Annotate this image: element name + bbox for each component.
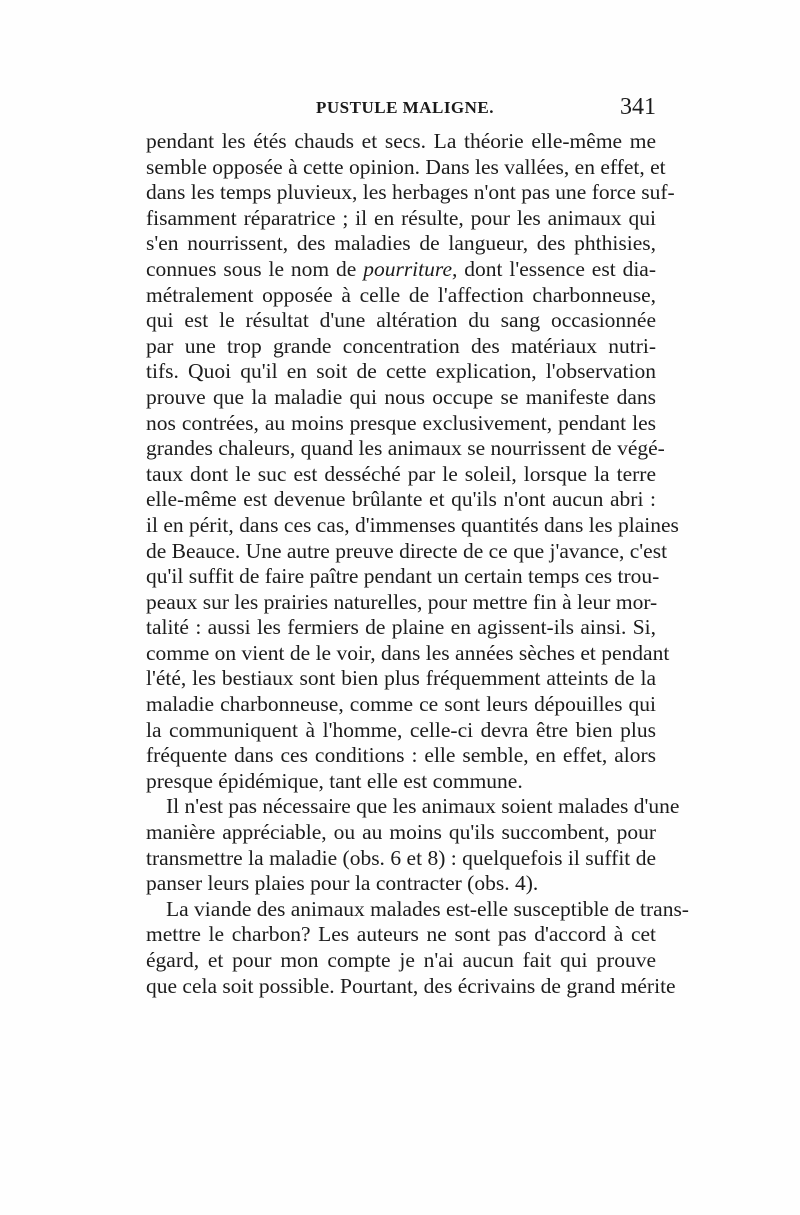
text-line: par une trop grande concentration des matériaux nutri- [146,333,656,358]
text-line: mettre le charbon? Les auteurs ne sont pas d'accord à cet [146,922,656,947]
text-line: manière appréciable, ou au moins qu'ils succombent, pour [146,820,656,845]
text-line: tifs. Quoi qu'il en soit de cette explication, l'observation [146,359,656,384]
text-line: prouve que la maladie qui nous occupe se manifeste dans [146,384,656,409]
text-line: fréquente dans ces conditions : elle semble, en effet, alors [146,743,656,768]
text-line: maladie charbonneuse, comme ce sont leurs dépouilles qui [146,692,656,717]
text-line: il en périt, dans ces cas, d'immenses quantités dans les plaines [146,512,679,537]
text-line: la communiquent à l'homme, celle-ci devra être bien plus [146,717,656,742]
text-line: transmettre la maladie (obs. 6 et 8) : quelquefois il suffit de [146,845,656,870]
body-text [146,129,689,999]
text-line: grandes chaleurs, quand les animaux se nourrissent de végé- [146,436,665,461]
page-number: 341 [620,94,656,120]
text-line: connues sous le nom de pourriture, dont l'essence est dia- [146,256,656,281]
text-line: taux dont le suc est desséché par le soleil, lorsque la terre [146,461,656,486]
text-line: qu'il suffit de faire paître pendant un certain temps ces trou- [146,564,660,589]
text-line: elle-même est devenue brûlante et qu'ils n'ont aucun abri : [146,487,656,512]
text-line: talité : aussi les fermiers de plaine en agissent-ils ainsi. Si, [146,615,656,640]
text-line: qui est le résultat d'une altération du sang occasionnée [146,308,656,333]
text-line: pendant les étés chauds et secs. La théorie elle-même me [146,129,656,153]
text-line: fisamment réparatrice ; il en résulte, pour les animaux qui [146,205,656,230]
text-line: panser leurs plaies pour la contracter (obs. 4). [146,871,539,896]
page-header [146,94,656,128]
text-line: semble opposée à cette opinion. Dans les vallées, en effet, et [146,154,666,179]
text-line: que cela soit possible. Pourtant, des écrivains de grand mérite [146,973,676,998]
text-line: dans les temps pluvieux, les herbages n'ont pas une force suf- [146,180,675,205]
text-line: l'été, les bestiaux sont bien plus fréquemment atteints de la [146,666,656,691]
text-line: presque épidémique, tant elle est commune. [146,768,523,793]
text-line: comme on vient de le voir, dans les années sèches et pendant [146,640,670,665]
text-line: s'en nourrissent, des maladies de langueur, des phthisies, [146,231,656,256]
text-line: métralement opposée à celle de l'affection charbonneuse, [146,282,656,307]
italic-term: pourriture, [363,256,458,281]
text-line: égard, et pour mon compte je n'ai aucun fait qui prouve [146,948,656,972]
running-title: PUSTULE MALIGNE. [316,98,495,117]
text-line: Il n'est pas nécessaire que les animaux soient malades d'une [166,794,680,819]
text-line: de Beauce. Une autre preuve directe de ce que j'avance, c'est [146,538,668,563]
text-line: peaux sur les prairies naturelles, pour mettre fin à leur mor- [146,589,658,614]
text-line: La viande des animaux malades est-elle susceptible de trans- [166,896,689,921]
text-line: nos contrées, au moins presque exclusivement, pendant les [146,410,656,435]
